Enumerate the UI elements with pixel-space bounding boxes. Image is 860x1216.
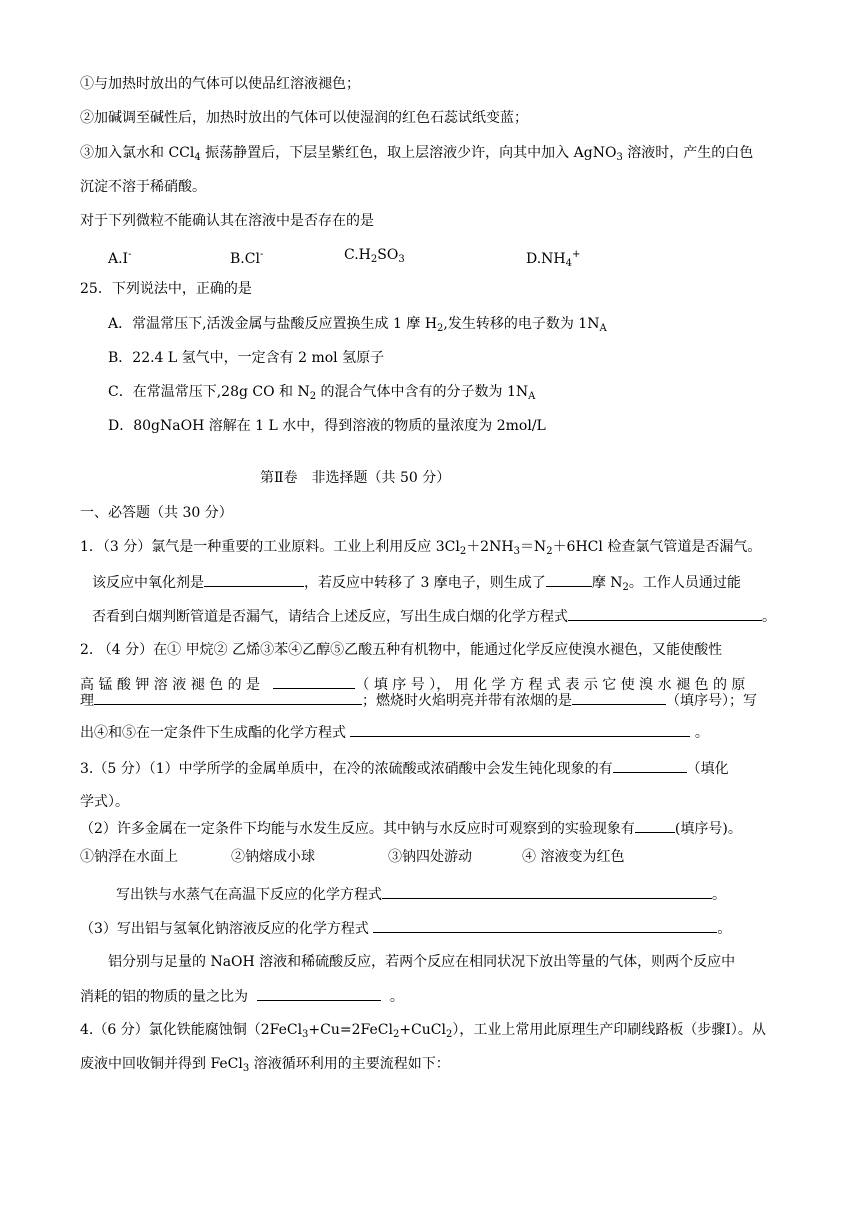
text-line	[80, 108, 528, 128]
line-text: ；燃烧时火焰明亮并带有浓烟的是	[362, 693, 572, 709]
text-line	[80, 792, 129, 812]
option-c	[108, 382, 535, 407]
line-text: 。	[712, 887, 726, 903]
text-line	[80, 722, 709, 743]
line-text: ①与加热时放出的气体可以使品红溶液褪色；	[80, 76, 360, 92]
text-line	[108, 952, 735, 972]
line-text: ），工业上常用此原理生产印刷线路板（步骤Ⅰ）。从	[452, 1022, 766, 1038]
answer-blank[interactable]	[350, 722, 690, 737]
line-text: 该反应中氧化剂是	[92, 575, 204, 591]
subscript: 2	[370, 254, 378, 265]
line-text: ＋6HCl 检查氯气管道是否漏气。	[552, 539, 762, 555]
option-label: C.H	[344, 247, 371, 263]
text-line	[92, 606, 776, 627]
option-a	[108, 245, 131, 269]
superscript: -	[259, 249, 264, 260]
line-text: 出④和⑤在一定条件下生成酯的化学方程式	[80, 725, 346, 741]
option-label: D.NH	[526, 251, 566, 267]
text-line	[80, 818, 742, 839]
subscript: 3	[302, 1029, 309, 1040]
line-text: 高 锰 酸 钾 溶 液 褪 色 的 是	[80, 677, 261, 693]
text-line	[80, 1054, 450, 1079]
option-b	[108, 348, 384, 368]
phenomenon-option	[80, 847, 178, 867]
option-b	[230, 245, 263, 269]
subscript: 2	[546, 546, 553, 557]
line-text: （2）许多金属在一定条件下均能与水发生反应。其中钠与水反应时可观察到的实验现象有	[80, 821, 635, 837]
answer-blank[interactable]	[382, 884, 712, 899]
line-text: 写出铁与水蒸气在高温下反应的化学方程式	[116, 887, 382, 903]
line-text: 。	[717, 921, 732, 937]
subscript: 3	[242, 1063, 250, 1074]
option-d	[526, 245, 580, 274]
line-text: 消耗的铝的物质的量之比为	[80, 989, 248, 1005]
line-text: 学式）。	[80, 794, 129, 810]
subscript: 2	[437, 323, 444, 334]
answer-blank[interactable]	[373, 918, 717, 933]
line-text: 。	[762, 609, 776, 625]
line-text: （填序号）；写	[666, 693, 757, 709]
line-text: 。	[389, 989, 404, 1005]
phenomenon-option	[231, 847, 315, 867]
phenomenon-option	[522, 847, 624, 867]
phenomenon-option	[388, 847, 472, 867]
line-text: 3.（5 分）（1）中学所学的金属单质中，在冷的浓硫酸或浓硝酸中会发生钝化现象的有	[80, 761, 613, 777]
section-title-text: 第Ⅱ卷 非选择题（共 50 分）	[260, 470, 451, 486]
line-text: 4.（6 分）氯化铁能腐蚀铜（2FeCl	[80, 1022, 303, 1038]
section-title	[260, 468, 450, 488]
line-text: 振荡静置后，下层呈紫红色，取上层溶液少许，向其中加入 AgNO	[200, 145, 617, 161]
question-1	[80, 537, 761, 562]
line-text: 溶液循环利用的主要流程如下：	[249, 1056, 450, 1072]
subscript: 4	[194, 152, 201, 163]
text-line	[80, 74, 360, 94]
option-text: C．在常温常压下,28g CO 和 N	[108, 384, 310, 400]
option-text: B．22.4 L 氢气中，一定含有 2 mol 氢原子	[108, 350, 385, 366]
option-text: ③钠四处游动	[388, 849, 472, 865]
answer-blank[interactable]	[273, 674, 355, 689]
line-text: （填化	[686, 761, 729, 777]
text-line	[80, 211, 374, 231]
line-text: 。工作人员通过能	[628, 575, 741, 591]
subscript: A	[528, 391, 536, 402]
answer-blank[interactable]	[613, 758, 687, 773]
option-text: ④ 溶液变为红色	[522, 849, 625, 865]
line-text: 沉淀不溶于稀硝酸。	[80, 179, 206, 195]
answer-blank[interactable]	[568, 606, 762, 621]
line-text: ③加入氯水和 CCl	[80, 145, 195, 161]
line-text: 铝分别与足量的 NaOH 溶液和稀硫酸反应，若两个反应在相同状况下放出等量的气体，则两个反应中	[108, 954, 736, 970]
answer-blank[interactable]	[257, 986, 381, 1001]
part-heading	[80, 503, 233, 523]
text-line	[80, 177, 206, 197]
line-text: +CuCl	[399, 1022, 446, 1038]
subscript: 2	[459, 546, 467, 557]
line-text: 1．（3 分）氯气是一种重要的工业原料。工业上利用反应 3Cl	[80, 539, 460, 555]
option-label: A.I	[108, 251, 129, 267]
line-text: 2. （4 分）在① 甲烷② 乙烯③苯④乙醇⑤乙酸五种有机物中，能通过化学反应使溴水褪色，又能使酸性	[80, 642, 723, 658]
option-c	[344, 245, 405, 270]
text-line	[116, 884, 726, 905]
line-text: ，若反应中转移了 3 摩电子，则生成了	[304, 575, 546, 591]
line-text: (填序号)。	[674, 821, 742, 837]
subscript: 2	[622, 582, 629, 593]
superscript: +	[572, 249, 581, 260]
text-line	[80, 986, 404, 1007]
subscript: 2	[392, 1029, 400, 1040]
subscript: A	[599, 323, 607, 334]
question-2	[80, 640, 722, 660]
part-heading-text: 一、必答题（共 30 分）	[80, 505, 233, 521]
line-text: 否看到白烟判断管道是否漏气，请结合上述反应，写出生成白烟的化学方程式	[92, 609, 568, 625]
question-25	[80, 279, 252, 299]
option-text: 的混合气体中含有的分子数为 1N	[316, 384, 529, 400]
line-text: 摩 N	[591, 575, 623, 591]
line-text: （3）写出铝与氢氧化钠溶液反应的化学方程式	[80, 921, 369, 937]
line-text: ②加碱调至碱性后，加热时放出的气体可以使湿润的红色石蕊试纸变蓝；	[80, 110, 528, 126]
superscript: -	[128, 249, 132, 260]
option-text: ,发生转移的电子数为 1N	[443, 316, 600, 332]
answer-blank[interactable]	[204, 572, 304, 587]
line-text: +Cu=2FeCl	[308, 1022, 393, 1038]
option-label: SO	[377, 247, 399, 263]
option-text: D．80gNaOH 溶解在 1 L 水中，得到溶液的物质的量浓度为 2mol/L	[108, 418, 546, 434]
subscript: 2	[309, 391, 317, 402]
option-label: B.Cl	[230, 251, 260, 267]
text-line	[92, 572, 741, 598]
text-line	[80, 690, 757, 711]
line-text: 溶液时，产生的白色	[622, 145, 754, 161]
option-text: A．常温常压下,活泼金属与盐酸反应置换生成 1 摩 H	[108, 316, 438, 332]
subscript: 4	[565, 258, 573, 269]
line-text: ＝N	[519, 539, 547, 555]
subscript: 3	[616, 152, 623, 163]
line-text: 废液中回收铜并得到 FeCl	[80, 1056, 243, 1072]
question-3	[80, 758, 729, 779]
line-text: ＋2NH	[466, 539, 514, 555]
subscript: 3	[398, 254, 405, 265]
subscript: 3	[513, 546, 520, 557]
option-d	[108, 416, 546, 436]
question-stem: 25．下列说法中，正确的是	[80, 281, 252, 297]
line-text: 理	[80, 693, 94, 709]
answer-blank[interactable]	[546, 572, 592, 587]
line-text: （ 填 序 号 ）， 用 化 学 方 程 式 表 示 它 使 溴 水 褪 色 的 原	[355, 677, 746, 693]
answer-blank[interactable]	[635, 818, 675, 833]
text-line	[80, 918, 731, 939]
line-text: 。	[694, 725, 709, 741]
text-line	[80, 143, 753, 168]
subscript: 2	[445, 1029, 453, 1040]
option-text: ②钠熔成小球	[231, 849, 315, 865]
question-stem: 对于下列微粒不能确认其在溶液中是否存在的是	[80, 213, 374, 229]
question-4	[80, 1020, 766, 1045]
answer-blank[interactable]	[572, 690, 666, 705]
option-a	[108, 314, 607, 339]
answer-blank[interactable]	[94, 690, 362, 705]
option-text: ①钠浮在水面上	[80, 849, 178, 865]
